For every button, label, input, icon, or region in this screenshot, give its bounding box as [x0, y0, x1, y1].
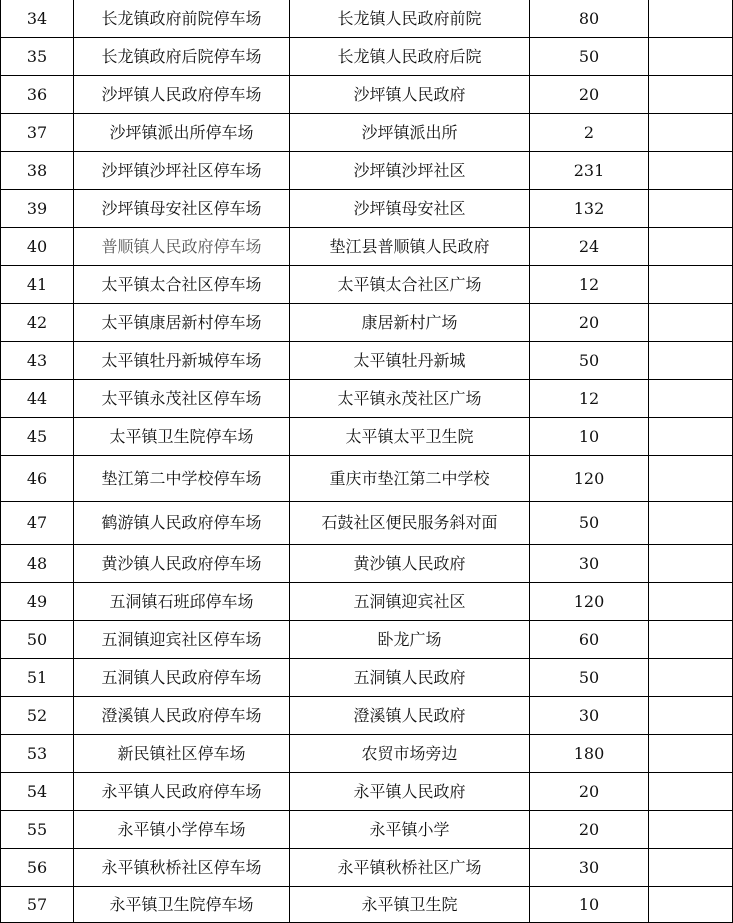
parking-name-cell: 太平镇卫生院停车场 — [74, 418, 290, 456]
row-number-cell: 41 — [1, 266, 74, 304]
row-number-cell: 34 — [1, 0, 74, 38]
parking-spaces-cell: 50 — [530, 38, 649, 76]
remarks-cell — [649, 418, 733, 456]
remarks-cell — [649, 849, 733, 887]
parking-spaces-cell: 20 — [530, 811, 649, 849]
row-number-cell: 43 — [1, 342, 74, 380]
parking-location-cell: 太平镇太合社区广场 — [290, 266, 530, 304]
row-number-cell: 44 — [1, 380, 74, 418]
table-row — [1, 697, 733, 735]
table-row — [1, 502, 733, 545]
remarks-cell — [649, 76, 733, 114]
parking-spaces-cell: 20 — [530, 773, 649, 811]
remarks-cell — [649, 114, 733, 152]
parking-location-cell: 永平镇卫生院 — [290, 887, 530, 923]
table-row — [1, 659, 733, 697]
row-number-cell: 38 — [1, 152, 74, 190]
parking-location-cell: 农贸市场旁边 — [290, 735, 530, 773]
row-number-cell: 49 — [1, 583, 74, 621]
table-row — [1, 0, 733, 38]
table-row — [1, 735, 733, 773]
parking-spaces-cell: 12 — [530, 266, 649, 304]
remarks-cell — [649, 583, 733, 621]
table-row — [1, 545, 733, 583]
parking-location-cell: 五洞镇迎宾社区 — [290, 583, 530, 621]
parking-location-cell: 卧龙广场 — [290, 621, 530, 659]
remarks-cell — [649, 545, 733, 583]
remarks-cell — [649, 190, 733, 228]
parking-name-cell: 长龙镇政府前院停车场 — [74, 0, 290, 38]
table-row — [1, 849, 733, 887]
parking-spaces-cell: 80 — [530, 0, 649, 38]
remarks-cell — [649, 228, 733, 266]
remarks-cell — [649, 659, 733, 697]
remarks-cell — [649, 380, 733, 418]
parking-location-cell: 澄溪镇人民政府 — [290, 697, 530, 735]
table-row — [1, 773, 733, 811]
parking-location-cell: 长龙镇人民政府后院 — [290, 38, 530, 76]
table-row — [1, 266, 733, 304]
parking-name-cell: 五洞镇迎宾社区停车场 — [74, 621, 290, 659]
table-row — [1, 380, 733, 418]
table-row — [1, 76, 733, 114]
parking-spaces-cell: 2 — [530, 114, 649, 152]
remarks-cell — [649, 773, 733, 811]
table-row — [1, 342, 733, 380]
parking-spaces-cell: 231 — [530, 152, 649, 190]
table-row — [1, 583, 733, 621]
row-number-cell: 39 — [1, 190, 74, 228]
remarks-cell — [649, 735, 733, 773]
parking-location-cell: 永平镇人民政府 — [290, 773, 530, 811]
remarks-cell — [649, 502, 733, 545]
parking-location-cell: 沙坪镇沙坪社区 — [290, 152, 530, 190]
parking-location-cell: 石鼓社区便民服务斜对面 — [290, 502, 530, 545]
remarks-cell — [649, 342, 733, 380]
remarks-cell — [649, 38, 733, 76]
parking-name-cell: 澄溪镇人民政府停车场 — [74, 697, 290, 735]
parking-spaces-cell: 20 — [530, 76, 649, 114]
parking-location-cell: 长龙镇人民政府前院 — [290, 0, 530, 38]
row-number-cell: 50 — [1, 621, 74, 659]
row-number-cell: 37 — [1, 114, 74, 152]
parking-name-cell: 垫江第二中学校停车场 — [74, 456, 290, 502]
table-row — [1, 152, 733, 190]
table-row — [1, 621, 733, 659]
parking-location-cell: 垫江县普顺镇人民政府 — [290, 228, 530, 266]
row-number-cell: 46 — [1, 456, 74, 502]
parking-name-cell: 太平镇牡丹新城停车场 — [74, 342, 290, 380]
table-row — [1, 304, 733, 342]
parking-spaces-cell: 30 — [530, 545, 649, 583]
parking-location-cell: 太平镇牡丹新城 — [290, 342, 530, 380]
parking-spaces-cell: 50 — [530, 659, 649, 697]
parking-spaces-cell: 30 — [530, 849, 649, 887]
parking-location-cell: 沙坪镇母安社区 — [290, 190, 530, 228]
parking-spaces-cell: 132 — [530, 190, 649, 228]
parking-spaces-cell: 120 — [530, 456, 649, 502]
parking-name-cell: 黄沙镇人民政府停车场 — [74, 545, 290, 583]
remarks-cell — [649, 621, 733, 659]
table-body — [1, 0, 733, 923]
parking-spaces-cell: 30 — [530, 697, 649, 735]
parking-name-cell: 五洞镇人民政府停车场 — [74, 659, 290, 697]
table-row — [1, 456, 733, 502]
parking-name-cell: 太平镇康居新村停车场 — [74, 304, 290, 342]
parking-spaces-cell: 120 — [530, 583, 649, 621]
parking-location-cell: 永平镇小学 — [290, 811, 530, 849]
remarks-cell — [649, 811, 733, 849]
parking-spaces-cell: 180 — [530, 735, 649, 773]
table-row — [1, 887, 733, 923]
parking-name-cell: 永平镇小学停车场 — [74, 811, 290, 849]
parking-name-cell: 太平镇永茂社区停车场 — [74, 380, 290, 418]
parking-location-cell: 沙坪镇人民政府 — [290, 76, 530, 114]
row-number-cell: 42 — [1, 304, 74, 342]
row-number-cell: 53 — [1, 735, 74, 773]
row-number-cell: 52 — [1, 697, 74, 735]
row-number-cell: 56 — [1, 849, 74, 887]
parking-spaces-cell: 60 — [530, 621, 649, 659]
parking-name-cell: 太平镇太合社区停车场 — [74, 266, 290, 304]
row-number-cell: 55 — [1, 811, 74, 849]
parking-spaces-cell: 20 — [530, 304, 649, 342]
remarks-cell — [649, 887, 733, 923]
parking-name-cell: 沙坪镇人民政府停车场 — [74, 76, 290, 114]
table-row — [1, 418, 733, 456]
row-number-cell: 35 — [1, 38, 74, 76]
table-row — [1, 811, 733, 849]
table-row — [1, 38, 733, 76]
row-number-cell: 51 — [1, 659, 74, 697]
row-number-cell: 36 — [1, 76, 74, 114]
parking-name-cell: 沙坪镇母安社区停车场 — [74, 190, 290, 228]
parking-spaces-cell: 50 — [530, 342, 649, 380]
parking-spaces-cell: 50 — [530, 502, 649, 545]
table-row — [1, 114, 733, 152]
parking-location-cell: 永平镇秋桥社区广场 — [290, 849, 530, 887]
row-number-cell: 45 — [1, 418, 74, 456]
parking-name-cell: 沙坪镇沙坪社区停车场 — [74, 152, 290, 190]
parking-spaces-cell: 24 — [530, 228, 649, 266]
remarks-cell — [649, 697, 733, 735]
parking-location-cell: 五洞镇人民政府 — [290, 659, 530, 697]
parking-location-cell: 沙坪镇派出所 — [290, 114, 530, 152]
remarks-cell — [649, 0, 733, 38]
row-number-cell: 54 — [1, 773, 74, 811]
remarks-cell — [649, 456, 733, 502]
parking-name-cell: 永平镇卫生院停车场 — [74, 887, 290, 923]
parking-location-cell: 黄沙镇人民政府 — [290, 545, 530, 583]
parking-location-cell: 太平镇永茂社区广场 — [290, 380, 530, 418]
table-row — [1, 190, 733, 228]
row-number-cell: 48 — [1, 545, 74, 583]
parking-spaces-cell: 10 — [530, 418, 649, 456]
parking-name-cell: 沙坪镇派出所停车场 — [74, 114, 290, 152]
parking-name-cell: 鹤游镇人民政府停车场 — [74, 502, 290, 545]
parking-name-cell: 永平镇人民政府停车场 — [74, 773, 290, 811]
parking-location-cell: 重庆市垫江第二中学校 — [290, 456, 530, 502]
parking-spaces-cell: 10 — [530, 887, 649, 923]
table-row — [1, 228, 733, 266]
parking-name-cell: 五洞镇石班邱停车场 — [74, 583, 290, 621]
parking-name-cell: 普顺镇人民政府停车场 — [74, 228, 290, 266]
parking-name-cell: 新民镇社区停车场 — [74, 735, 290, 773]
remarks-cell — [649, 304, 733, 342]
row-number-cell: 57 — [1, 887, 74, 923]
remarks-cell — [649, 152, 733, 190]
parking-name-cell: 永平镇秋桥社区停车场 — [74, 849, 290, 887]
remarks-cell — [649, 266, 733, 304]
parking-name-cell: 长龙镇政府后院停车场 — [74, 38, 290, 76]
row-number-cell: 40 — [1, 228, 74, 266]
parking-location-cell: 太平镇太平卫生院 — [290, 418, 530, 456]
parking-location-cell: 康居新村广场 — [290, 304, 530, 342]
row-number-cell: 47 — [1, 502, 74, 545]
parking-spaces-cell: 12 — [530, 380, 649, 418]
